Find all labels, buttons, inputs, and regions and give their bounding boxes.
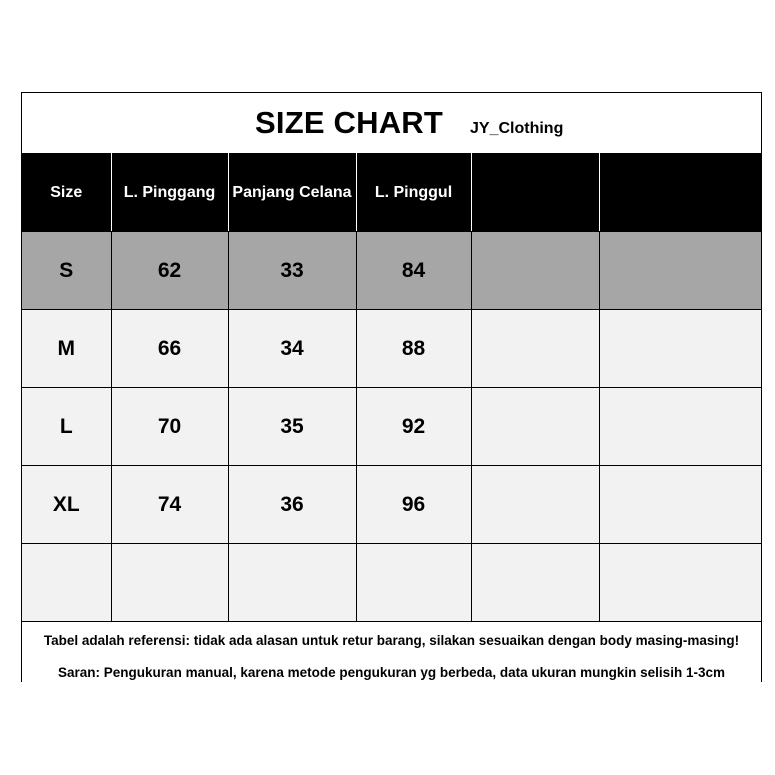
header-waist: L. Pinggang xyxy=(111,154,228,232)
cell-length xyxy=(228,544,356,622)
cell-empty xyxy=(471,466,599,544)
note-measurement: Saran: Pengukuran manual, karena metode pengukuran yg berbeda, data ukuran mungkin selisih 1-3cm xyxy=(58,665,725,680)
cell-length: 34 xyxy=(228,310,356,388)
brand-name: JY_Clothing xyxy=(470,120,564,137)
cell-waist: 70 xyxy=(111,388,228,466)
cell-hip: 92 xyxy=(356,388,471,466)
size-table xyxy=(22,153,761,622)
table-row xyxy=(22,544,761,622)
size-chart xyxy=(21,92,762,682)
table-header-row xyxy=(22,154,761,232)
notes-section xyxy=(22,621,761,682)
cell-length: 36 xyxy=(228,466,356,544)
header-empty-1 xyxy=(471,154,599,232)
header-hip: L. Pinggul xyxy=(356,154,471,232)
table-row xyxy=(22,232,761,310)
cell-waist: 74 xyxy=(111,466,228,544)
cell-size: L xyxy=(22,388,111,466)
cell-length: 35 xyxy=(228,388,356,466)
cell-empty xyxy=(471,388,599,466)
cell-size: S xyxy=(22,232,111,310)
cell-empty xyxy=(599,466,761,544)
cell-hip: 84 xyxy=(356,232,471,310)
cell-empty xyxy=(599,310,761,388)
cell-empty xyxy=(599,388,761,466)
cell-empty xyxy=(471,310,599,388)
cell-hip xyxy=(356,544,471,622)
table-row xyxy=(22,310,761,388)
table-row xyxy=(22,388,761,466)
header-length: Panjang Celana xyxy=(228,154,356,232)
cell-empty xyxy=(599,232,761,310)
chart-title: SIZE CHART xyxy=(255,105,443,140)
cell-length: 33 xyxy=(228,232,356,310)
cell-hip: 96 xyxy=(356,466,471,544)
header-empty-2 xyxy=(599,154,761,232)
title-row xyxy=(22,93,761,153)
cell-waist: 62 xyxy=(111,232,228,310)
cell-hip: 88 xyxy=(356,310,471,388)
cell-size xyxy=(22,544,111,622)
cell-empty xyxy=(471,544,599,622)
table-row xyxy=(22,466,761,544)
cell-size: XL xyxy=(22,466,111,544)
cell-empty xyxy=(599,544,761,622)
cell-waist: 66 xyxy=(111,310,228,388)
cell-empty xyxy=(471,232,599,310)
cell-size: M xyxy=(22,310,111,388)
note-reference: Tabel adalah referensi: tidak ada alasan untuk retur barang, silakan sesuaikan dengan body masing-masing! xyxy=(43,633,740,648)
header-size: Size xyxy=(22,154,111,232)
cell-waist xyxy=(111,544,228,622)
